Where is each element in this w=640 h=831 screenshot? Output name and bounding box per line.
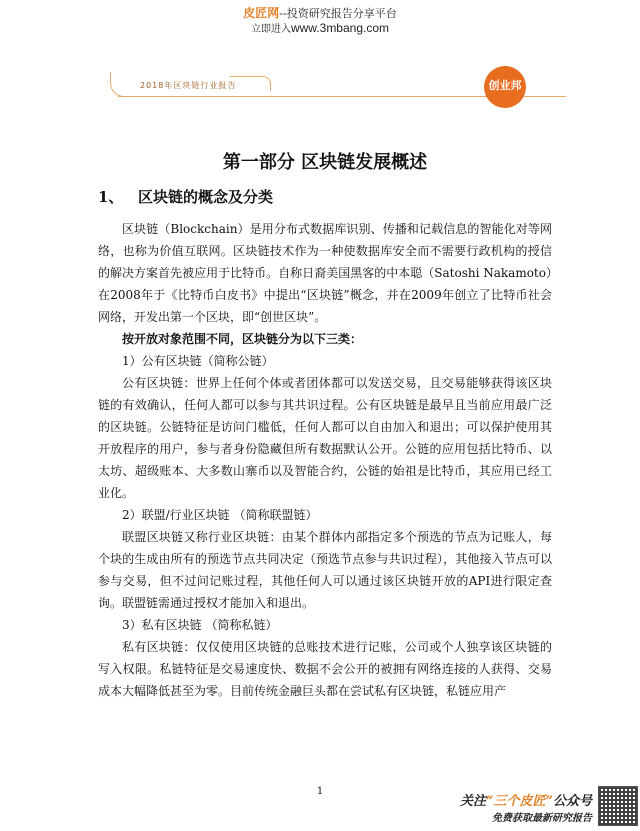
paragraph-public-chain: 公有区块链：世界上任何个体或者团体都可以发送交易，且交易能够获得该区块链的有效确认，任何人都可以参与其共识过程。公有区块链是最早且当前应用最广泛的区块链。公链特征是访问门槛低，任何人都可以自由加入和退出；可以保护使用其开放程序的用户，参与者身份隐藏但所有数据默认公开。公链的应用包括比特币、以太坊、超级账本、大多数山寨币以及智能合约，公链的始祖是比特币，其应用已经工业化。: [98, 376, 552, 500]
promo-suffix: 公众号: [552, 794, 592, 809]
page-number: 1: [316, 786, 324, 797]
brand-name: 皮匠网: [243, 6, 280, 20]
report-label: 2018年区块链行业报告: [140, 81, 237, 90]
chuangyebang-logo: 创业邦: [484, 66, 526, 108]
promo-highlight: “三个皮匠”: [486, 794, 553, 809]
site-url-link[interactable]: www.3mbang.com: [290, 21, 390, 35]
paragraph-private-chain: 私有区块链：仅仅使用区块链的总账技术进行记账，公司或个人独享该区块链的写入权限。私链特征是交易速度快、数据不会公开的被拥有网络连接的人获得、交易成本大幅降低甚至为零。目前传统金融巨头都在尝试私有区块链，私链应用产: [98, 640, 552, 698]
section-heading: [98, 186, 552, 208]
section-title: 区块链的概念及分类: [138, 188, 274, 206]
section-number: 1、: [98, 188, 124, 206]
page-title: 第一部分 区块链发展概述: [222, 152, 428, 173]
subheading-public-chain: 1）公有区块链（简称公链）: [122, 354, 274, 368]
paragraph-intro: 区块链（Blockchain）是用分布式数据库识别、传播和记载信息的智能化对等网络，也称为价值互联网。区块链技术作为一种使数据库安全而不需要行政机构的授信的解决方案首先被应用于比特币。自称日裔美国黑客的中本聪（Satoshi Nakamoto）在2008年于《比特币白皮书》中提出“区块链”概念，并在2009年创立了比特币社会网络，开发出第一个区块，即“创世区块”。: [98, 222, 552, 324]
url-prefix: 立即进入: [250, 24, 291, 35]
subheading-private-chain: 3）私有区块链 （简称私链）: [122, 618, 278, 632]
promo-prefix: 关注: [460, 794, 487, 809]
footer-promo: [460, 790, 592, 824]
promo-subline: 免费获取最新研究报告: [492, 813, 592, 824]
document-body: [98, 140, 552, 702]
paragraph-consortium-chain: 联盟区块链又称行业区块链：由某个群体内部指定多个预选的节点为记账人，每个块的生成由所有的预选节点共同决定（预选节点参与共识过程），其他接入节点可以参与交易，但不过问记账过程，其他任何人可以通过该区块链开放的API进行限定查询。联盟链需通过授权才能加入和退出。: [98, 530, 552, 610]
qr-code-image[interactable]: [598, 786, 638, 826]
classification-lead: 按开放对象范围不同，区块链分为以下三类：: [122, 332, 363, 346]
site-brand-banner: [0, 6, 640, 37]
subheading-consortium-chain: 2）联盟/行业区块链 （简称联盟链）: [122, 508, 318, 522]
brand-tagline: --投资研究报告分享平台: [279, 7, 397, 20]
